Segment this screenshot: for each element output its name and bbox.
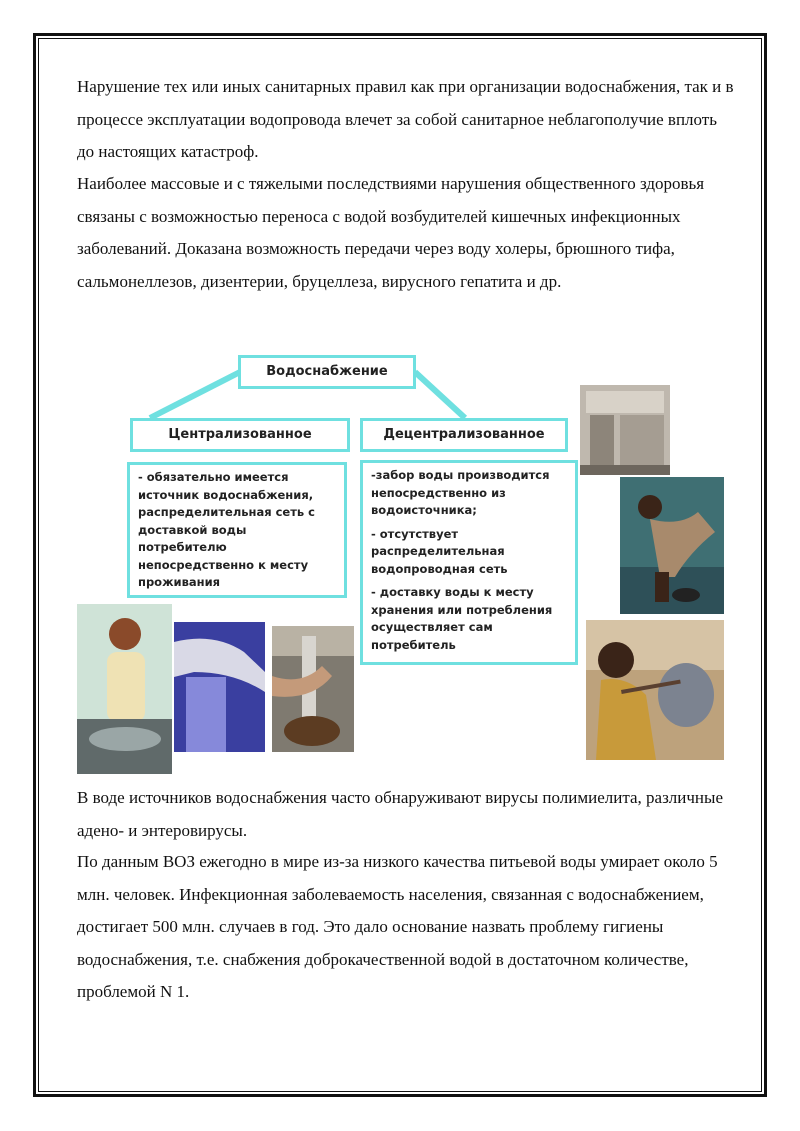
diagram-right-item-2: - отсутствует распределительная водопроводная сеть	[371, 526, 508, 576]
diagram-right-item-3: - доставку воды к месту хранения или потребления осуществляет сам потребитель	[371, 585, 553, 652]
paragraph-1: Нарушение тех или иных санитарных правил как при организации водоснабжения, так и в процессе эксплуатации водопровода влечет за собой санитарное неблагополучие вплоть до настоящих катастроф.	[77, 77, 734, 161]
diagram-left-text-box	[127, 462, 347, 598]
photo-water-tap	[174, 622, 265, 752]
paragraph-3: В воде источников водоснабжения часто обнаруживают вирусы полимиелита, различные адено- и энтеровирусы.	[77, 788, 723, 840]
diagram-right-text-box	[360, 460, 578, 665]
diagram-root-label: Водоснабжение	[266, 364, 388, 379]
paragraph-4: По данным ВОЗ ежегодно в мире из-за низкого качества питьевой воды умирает около 5 млн. человек. Инфекционная заболеваемость населения, связанная с водоснабжением, достигает 500 млн. случаев в год. Это дало основание назвать проблему гигиены водоснабжения, т.е. снабжения доброкачественной водой в достаточном количестве, проблемой N 1.	[77, 852, 718, 1001]
diagram-right-item-1: -забор воды производится непосредственно из водоисточника;	[371, 468, 550, 517]
photo-water-tank	[580, 385, 670, 475]
diagram-left-text: - обязательно имеется источник водоснабжения, распределительная сеть с доставкой воды потребителю непосредственно к месту проживания	[138, 470, 315, 589]
diagram-root-box	[238, 355, 416, 389]
diagram-left-title: Централизованное	[168, 427, 312, 442]
paragraph-2: Наиболее массовые и с тяжелыми последствиями нарушения общественного здоровья связаны с возможностью переноса с водой возбудителей кишечных инфекционных заболеваний. Доказана возможность передачи через воду холеры, брюшного тифа, сальмонеллезов, дизентерии, бруцеллеза, вирусного гепатита и др.	[77, 174, 705, 291]
diagram-right-title-box	[360, 418, 568, 452]
diagram-left-title-box	[130, 418, 350, 452]
diagram-right-title: Децентрализованное	[383, 427, 545, 442]
photo-child-at-sink	[77, 604, 172, 774]
photo-woman-at-well	[620, 477, 724, 614]
photo-water-pipe	[272, 626, 354, 752]
photo-child-carrying-water	[586, 620, 724, 760]
